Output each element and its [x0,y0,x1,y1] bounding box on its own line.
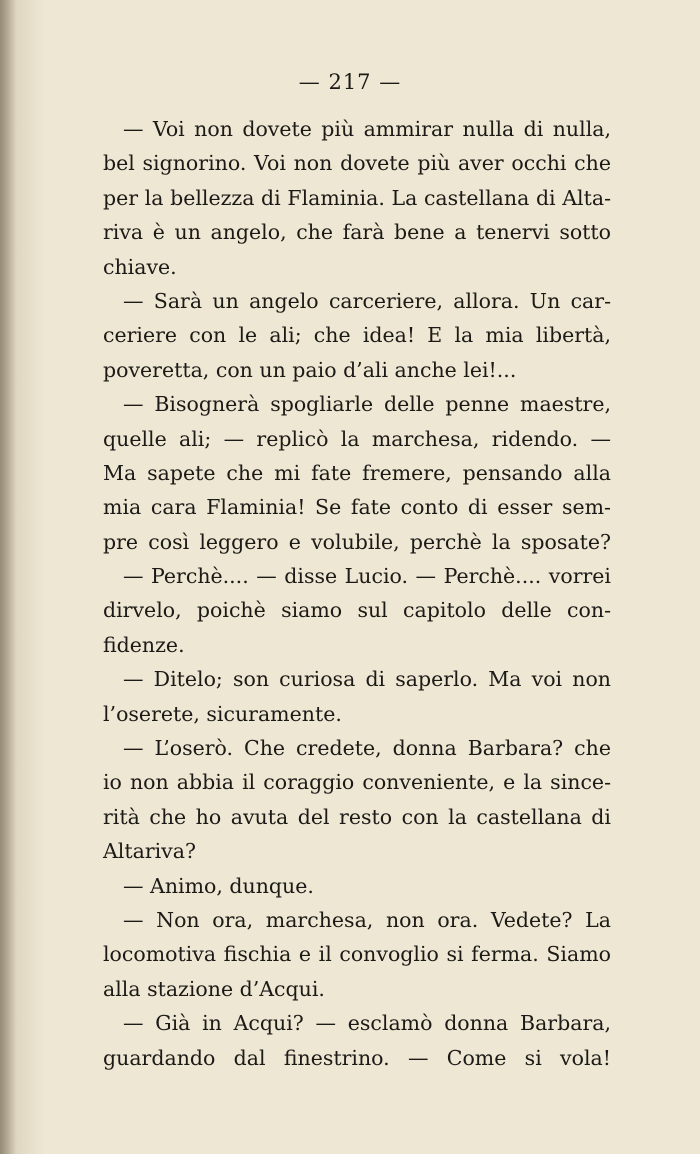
text-line: — Animo, dunque. [123,873,314,898]
text-line: — Sarà un angelo carceriere, allora. Un car- [123,288,611,313]
body-text [103,112,611,1075]
text-line: — L’oserò. Che credete, donna Barbara? che [123,736,611,761]
text-line: per la bellezza di Flaminia. La castellana di Alta- [103,185,611,210]
text-line: riva è un angelo, che farà bene a tenervi sotto [103,220,611,245]
text-line: fidenze. [103,632,185,657]
text-line: — Bisognerà spogliarle delle penne maestre, [123,392,611,417]
text-line: locomotiva fischia e il convoglio si ferma. Siamo [103,942,611,967]
page-spine-shadow [0,0,16,1154]
text-line: — Ditelo; son curiosa di saperlo. Ma voi non [123,667,611,692]
text-line: alla stazione d’Acqui. [103,976,325,1001]
text-line: — Voi non dovete più ammirar nulla di nulla, [123,117,611,141]
text-line: mia cara Flaminia! Se fate conto di esser sem- [103,495,611,520]
text-line: io non abbia il coraggio conveniente, e la since- [103,770,611,795]
text-line: ceriere con le ali; che idea! E la mia libertà, [103,323,611,348]
text-line: poveretta, con un paio d’ali anche lei!... [103,357,517,382]
text-line: pre così leggero e volubile, perchè la sposate? [103,529,611,554]
text-line: Ma sapete che mi fate fremere, pensando alla [103,460,611,485]
text-line: Altariva? [103,839,196,864]
text-line: — Perchè.... — disse Lucio. — Perchè.... vorrei [123,564,611,589]
text-line: — Già in Acqui? — esclamò donna Barbara, [123,1011,611,1036]
page-number: — 217 — [298,70,402,94]
text-line: guardando dal finestrino. — Come si vola! [103,1045,611,1070]
text-line: l’oserete, sicuramente. [103,701,342,726]
text-line: chiave. [103,254,177,279]
text-line: — Non ora, marchesa, non ora. Vedete? La [123,907,611,932]
text-line: rità che ho avuta del resto con la castellana di [103,804,611,829]
text-line: bel signorino. Voi non dovete più aver occhi che [103,151,611,176]
text-line: dirvelo, poichè siamo sul capitolo delle con- [103,598,611,623]
text-line: quelle ali; — replicò la marchesa, ridendo. — [103,426,611,451]
